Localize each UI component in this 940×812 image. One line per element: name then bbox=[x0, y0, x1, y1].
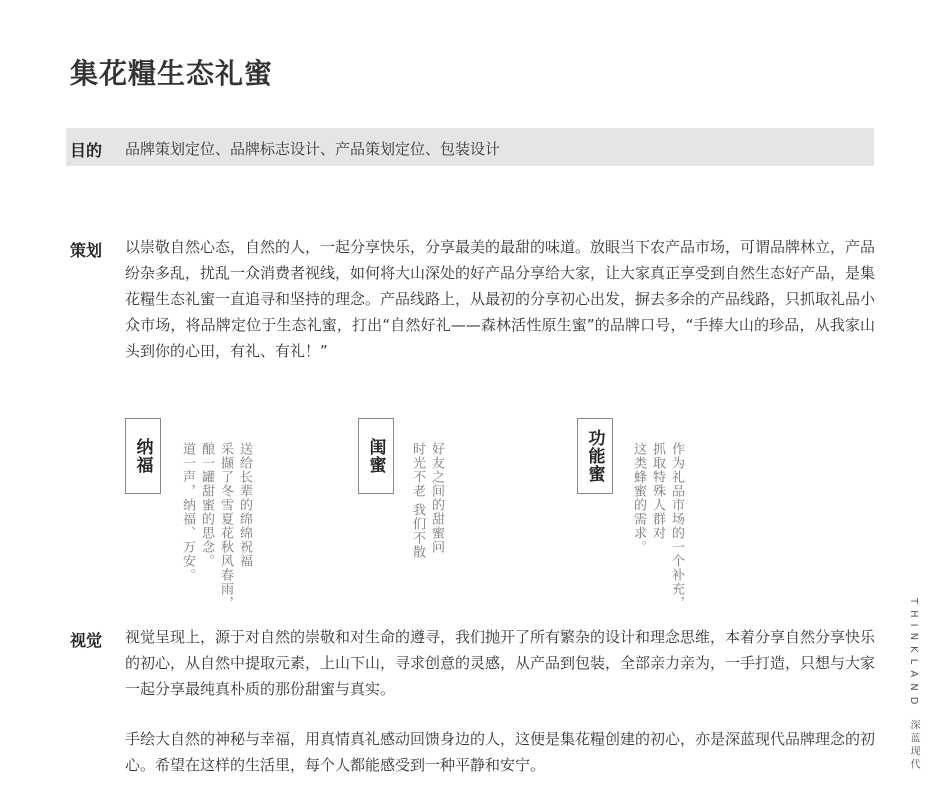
product-line: 作为礼品市场的一个补充， bbox=[669, 442, 684, 610]
visual-paragraph-1: 视觉呈现上，源于对自然的崇敬和对生命的遵寻，我们抛开了所有繁杂的设计和理念思维，本着分享自然分享快乐的初心，从自然中提取元素，上山下山，寻求创意的灵感，从产品到包装，全部亲力亲为，一手打造，只想与大家一起分享最纯真朴质的那份甜蜜与真实。 bbox=[125, 628, 876, 698]
product-line: 送给长辈的绵绵祝福 bbox=[237, 442, 252, 568]
product-line: 好友之间的甜蜜问 bbox=[429, 442, 444, 554]
visual-label: 视觉 bbox=[70, 631, 103, 650]
purpose-bar bbox=[66, 128, 874, 166]
product-name-box-nafu: 纳福 bbox=[125, 418, 161, 494]
product-name-box-gongnengmi: 功能蜜 bbox=[577, 418, 613, 494]
product-line: 采撷了冬雪夏花秋风春雨， bbox=[218, 442, 233, 610]
product-name-box-guimi: 闺蜜 bbox=[358, 418, 394, 494]
side-brand-en: THINKLAND bbox=[908, 598, 919, 711]
product-line: 抓取特殊人群对 bbox=[650, 442, 665, 540]
visual-paragraph-2: 手绘大自然的神秘与幸福，用真情真礼感动回馈身边的人，这便是集花糧创建的初心，亦是深蓝现代品牌理念的初心。希望在这样的生活里，每个人都能感受到一种平静和安宁。 bbox=[125, 730, 876, 774]
page-title: 集花糧生态礼蜜 bbox=[70, 57, 274, 90]
purpose-text: 品牌策划定位、品牌标志设计、产品策划定位、包装设计 bbox=[125, 140, 501, 158]
product-line: 这类蜂蜜的需求。 bbox=[631, 442, 646, 554]
side-brand-cn: 深蓝现代 bbox=[908, 719, 919, 772]
side-brand bbox=[906, 598, 921, 772]
purpose-label: 目的 bbox=[70, 141, 103, 160]
strategy-paragraph: 以崇敬自然心态，自然的人，一起分享快乐，分享最美的最甜的味道。放眼当下农产品市场，可谓品牌林立，产品纷杂多乱，扰乱一众消费者视线，如何将大山深处的好产品分享给大家，让大家真正享受到自然生态好产品，是集花糧生态礼蜜一直追寻和坚持的理念。产品线路上，从最初的分享初心出发，摒去多余的产品线路，只抓取礼品小众市场，将品牌定位于生态礼蜜，打出“自然好礼——森林活性原生蜜”的品牌口号，“手捧大山的珍品，从我家山头到你的心田，有礼、有礼！” bbox=[125, 238, 876, 360]
product-line: 酿一罐甜蜜的思念。 bbox=[199, 442, 214, 568]
strategy-label: 策划 bbox=[70, 241, 103, 260]
product-line: 时光不老 我们不散 bbox=[410, 442, 425, 560]
product-line: 道一声，纳福、万安。 bbox=[180, 442, 195, 582]
